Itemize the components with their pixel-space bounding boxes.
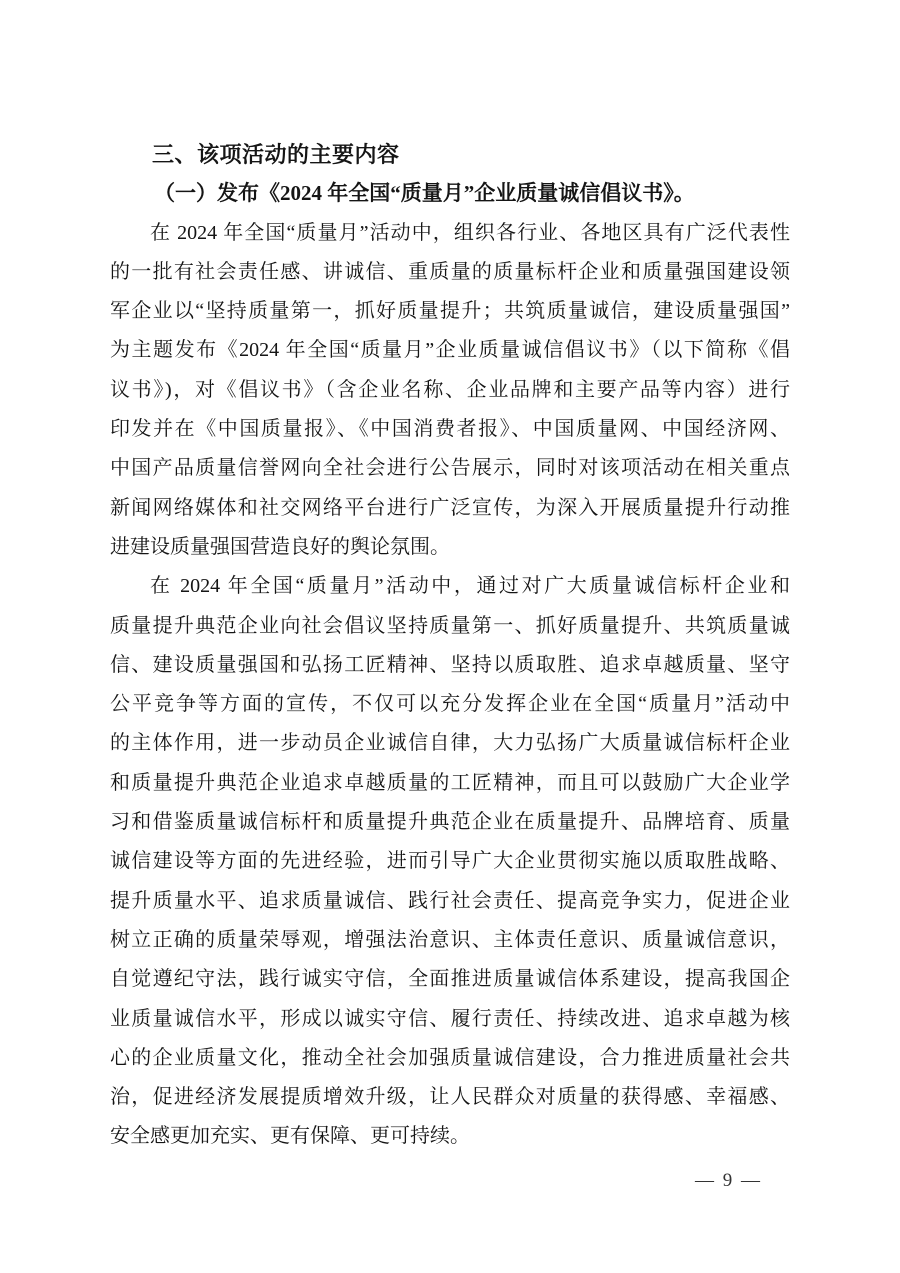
paragraph-line: 的主体作用，进一步动员企业诚信自律，大力弘扬广大质量诚信标杆企业 (110, 732, 790, 755)
document-body (110, 135, 790, 1157)
paragraph-line: 质量提升典范企业向社会倡议坚持质量第一、抓好质量提升、共筑质量诚 (110, 614, 790, 637)
paragraph-line: 印发并在《中国质量报》、《中国消费者报》、中国质量网、中国经济网、 (110, 418, 790, 441)
paragraph-line: 安全感更加充实、更有保障、更可持续。 (110, 1125, 470, 1148)
paragraph-line: 自觉遵纪守法，践行诚实守信，全面推进质量诚信体系建设，提高我国企 (110, 968, 790, 991)
paragraph-line: 进建设质量强国营造良好的舆论氛围。 (110, 535, 450, 558)
page-number: — 9 — (695, 1170, 761, 1191)
paragraph-line: 习和借鉴质量诚信标杆和质量提升典范企业在质量提升、品牌培育、质量 (110, 811, 790, 834)
paragraph-line: 议书》)，对《倡议书》（含企业名称、企业品牌和主要产品等内容）进行 (110, 378, 790, 401)
paragraph-line: 诚信建设等方面的先进经验，进而引导广大企业贯彻实施以质取胜战略、 (110, 850, 790, 873)
paragraph-line: 信、建设质量强国和弘扬工匠精神、坚持以质取胜、追求卓越质量、坚守 (110, 653, 790, 676)
section-heading: 三、该项活动的主要内容 (152, 142, 400, 167)
paragraph-line: 提升质量水平、追求质量诚信、践行社会责任、提高竞争实力，促进企业 (110, 889, 790, 912)
paragraph-line: 树立正确的质量荣辱观，增强法治意识、主体责任意识、质量诚信意识， (110, 928, 790, 951)
paragraph-line: 公平竞争等方面的宣传，不仅可以充分发挥企业在全国“质量月”活动中 (110, 693, 790, 716)
paragraph-line: 军企业以“坚持质量第一，抓好质量提升；共筑质量诚信，建设质量强国” (110, 300, 790, 323)
paragraph-line: 心的企业质量文化，推动全社会加强质量诚信建设，合力推进质量社会共 (110, 1046, 790, 1069)
paragraph-line: 为主题发布《2024 年全国“质量月”企业质量诚信倡议书》（以下简称《倡 (110, 339, 790, 362)
paragraph-line: 在 2024 年全国“质量月”活动中，组织各行业、各地区具有广泛代表性 (150, 221, 790, 244)
paragraph-line: 新闻网络媒体和社交网络平台进行广泛宣传，为深入开展质量提升行动推 (110, 496, 790, 519)
subsection-heading: （一）发布《2024 年全国“质量月”企业质量诚信倡议书》。 (154, 181, 695, 206)
paragraph-line: 的一批有社会责任感、讲诚信、重质量的质量标杆企业和质量强国建设领 (110, 260, 790, 283)
paragraph-line: 在 2024 年全国“质量月”活动中，通过对广大质量诚信标杆企业和 (150, 575, 790, 598)
paragraph-line: 治，促进经济发展提质增效升级，让人民群众对质量的获得感、幸福感、 (110, 1086, 790, 1109)
paragraph-line: 和质量提升典范企业追求卓越质量的工匠精神，而且可以鼓励广大企业学 (110, 771, 790, 794)
paragraph-line: 中国产品质量信誉网向全社会进行公告展示，同时对该项活动在相关重点 (110, 457, 790, 480)
paragraph-line: 业质量诚信水平，形成以诚实守信、履行责任、持续改进、追求卓越为核 (110, 1007, 790, 1030)
